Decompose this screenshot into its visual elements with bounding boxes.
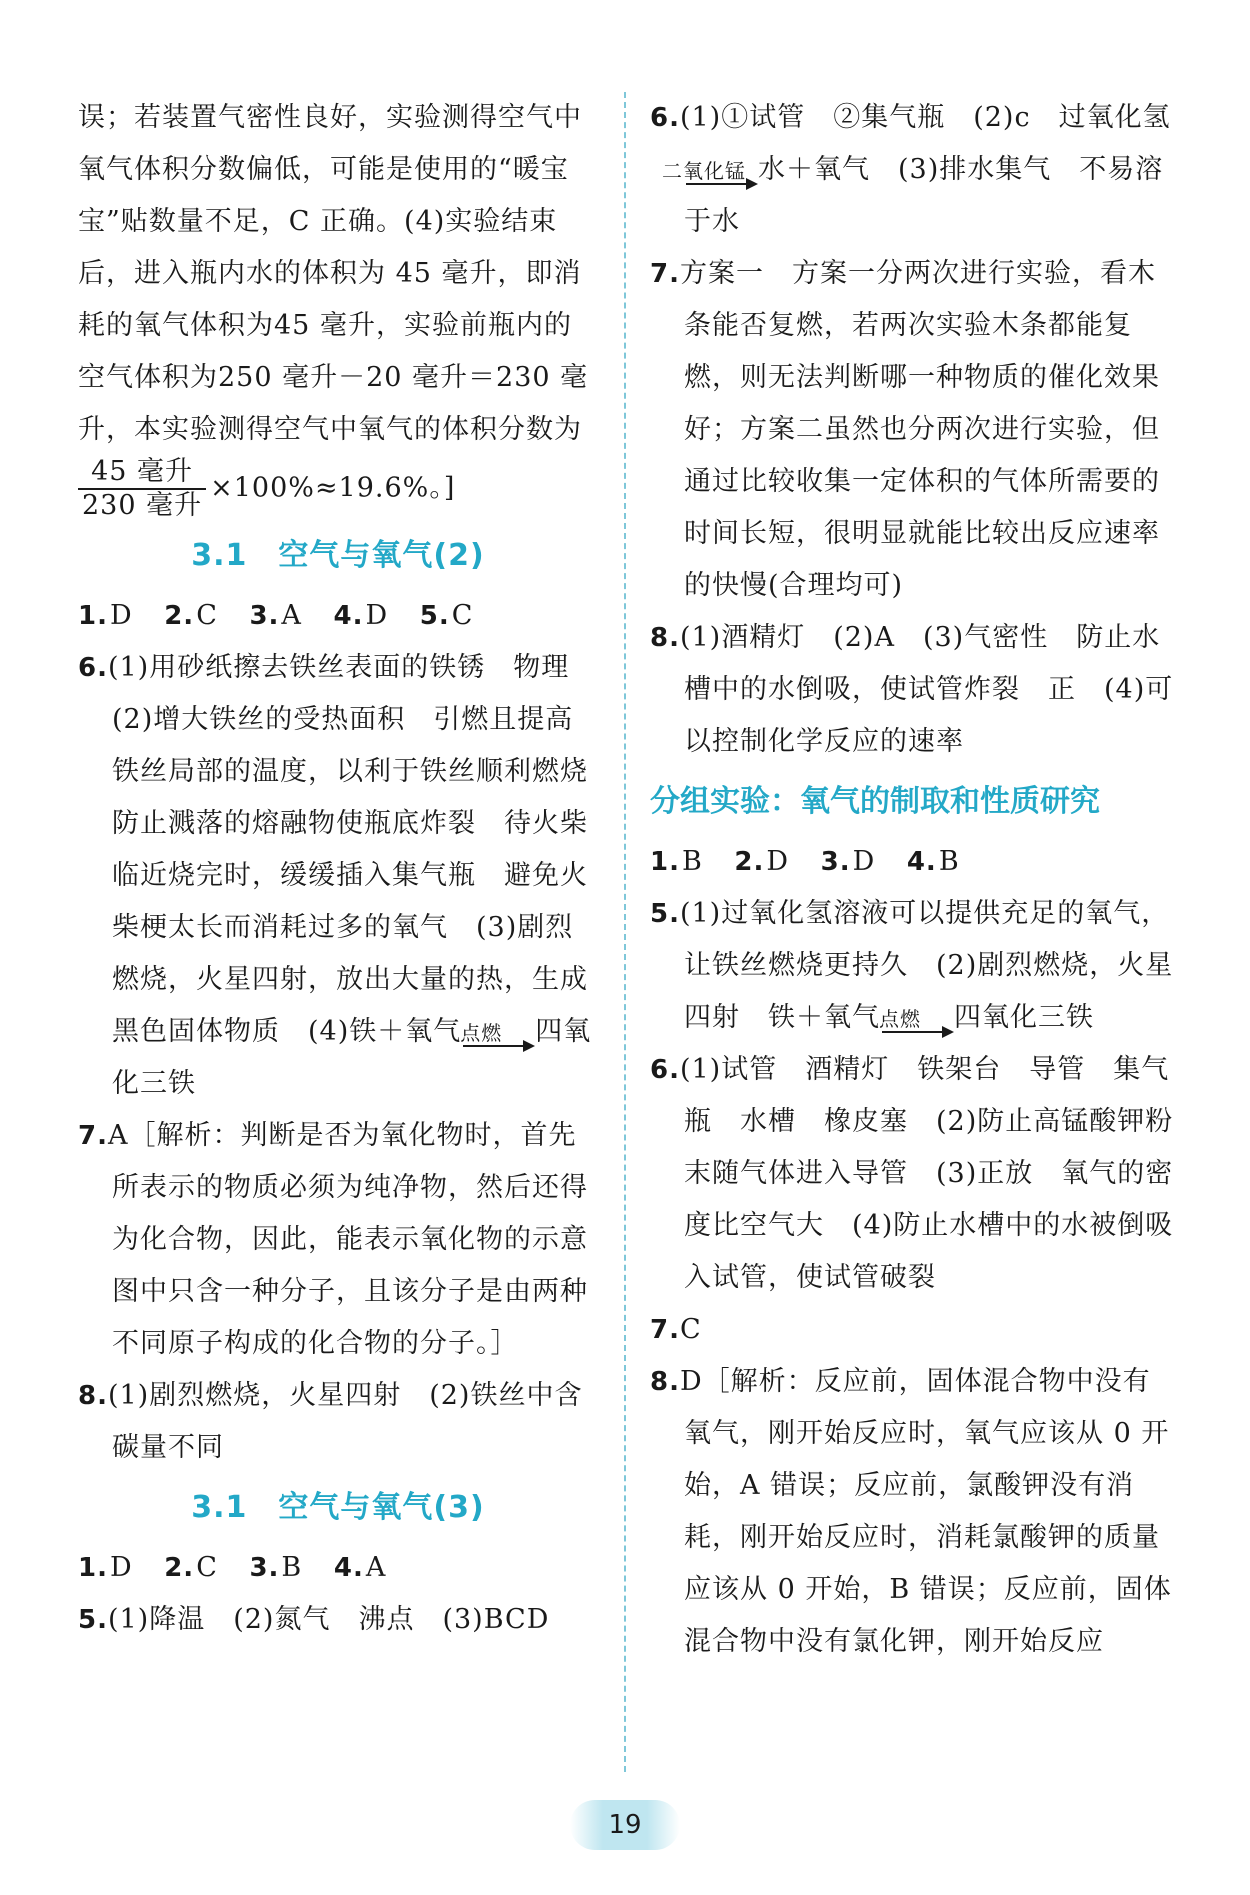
group-answer-6 <box>650 1044 1178 1304</box>
fraction-denominator: 230 毫升 <box>82 490 203 521</box>
answer-number: 6. <box>78 653 108 683</box>
answer-number: 8. <box>78 1381 108 1411</box>
answer-5 <box>78 1594 598 1646</box>
answer-text: (1)剧烈燃烧，火星四射 (2)铁丝中含碳量不同 <box>107 1380 583 1463</box>
short-answer: 1.D <box>78 600 133 631</box>
fraction-tail: ×100%≈19.6%。] <box>210 472 456 504</box>
short-answers-sec3 <box>78 1542 598 1594</box>
fraction-numerator: 45 毫升 <box>78 456 206 490</box>
column-divider <box>624 92 626 1772</box>
group-answer-5 <box>650 888 1178 1044</box>
answer-number: 6. <box>650 103 680 133</box>
short-answers-group <box>650 836 1178 888</box>
answer-text: C <box>679 1314 702 1345</box>
reaction-condition: 点燃 <box>460 1021 503 1045</box>
right-column <box>650 92 1178 1668</box>
short-answer: 2.C <box>164 600 218 631</box>
reaction-condition: 二氧化锰 <box>662 159 746 183</box>
answer-text: (1)试管 酒精灯 铁架台 导管 集气瓶 水槽 橡皮塞 (2)防止高锰酸钾粉末随气体进入导管 (3)正放 氧气的密度比空气大 (4)防止水槽中的水被倒吸入试管，使试管破裂 <box>679 1054 1174 1293</box>
answer-text: (1)酒精灯 (2)A (3)气密性 防止水槽中的水倒吸，使试管炸裂 正 (4)可以控制化学反应的速率 <box>679 622 1174 757</box>
page-number: 19 <box>570 1800 680 1850</box>
short-answer: 4.B <box>906 846 960 877</box>
answer-text: (1)①试管 ②集气瓶 (2)c 过氧化氢 <box>679 102 1171 133</box>
answer-number: 8. <box>650 1367 680 1397</box>
reaction-arrow <box>662 159 756 185</box>
reaction-arrow <box>879 1007 952 1033</box>
intro-paragraph: 误；若装置气密性良好，实验测得空气中氧气体积分数偏低，可能是使用的“暖宝宝”贴数量不足，C 正确。(4)实验结束后，进入瓶内水的体积为 45 毫升，即消耗的氧气体积为45 毫升，实验前瓶内的空气体积为250 毫升－20 毫升＝230 毫升，本实验测得空气中氧气的体积分数为 <box>78 102 589 445</box>
answer-number: 5. <box>650 899 680 929</box>
section-title-3-1-2: 3.1 空气与氧气(2) <box>191 538 485 573</box>
group-answer-8 <box>650 1356 1178 1668</box>
short-answer: 1.D <box>78 1552 133 1583</box>
answer-8 <box>78 1370 598 1474</box>
answer-7-right <box>650 248 1178 612</box>
section-title-group-experiment: 分组实验：氧气的制取和性质研究 <box>650 784 1100 819</box>
section-title-3-1-3: 3.1 空气与氧气(3) <box>191 1490 485 1525</box>
answer-8-right <box>650 612 1178 768</box>
short-answer: 3.D <box>820 846 876 877</box>
answer-number: 6. <box>650 1055 680 1085</box>
answer-number: 5. <box>78 1605 108 1635</box>
answer-7 <box>78 1110 598 1370</box>
reaction-arrow <box>460 1021 533 1047</box>
answer-text: 方案一 方案一分两次进行实验，看木条能否复燃，若两次实验木条都能复燃，则无法判断哪一种物质的催化效果好；方案二虽然也分两次进行实验，但通过比较收集一定体积的气体所需要的时间长短，很明显就能比较出反应速率的快慢(合理均可) <box>679 258 1160 601</box>
answer-text: (1)过氧化氢溶液可以提供充足的氧气，让铁丝燃烧更持久 (2)剧烈燃烧，火星四射 铁＋氧气 <box>679 898 1174 1033</box>
short-answer: 2.C <box>164 1552 218 1583</box>
answer-number: 7. <box>650 259 680 289</box>
reaction-condition: 点燃 <box>879 1007 921 1031</box>
answer-text: (1)降温 (2)氮气 沸点 (3)BCD <box>107 1604 550 1635</box>
short-answer: 3.B <box>249 1552 303 1583</box>
left-column <box>78 92 616 1646</box>
answer-tail: 水＋氧气 (3)排水集气 不易溶于水 <box>684 154 1164 237</box>
short-answers-sec2 <box>78 590 598 642</box>
short-answer: 3.A <box>249 600 302 631</box>
short-answer: 1.B <box>650 846 703 877</box>
answer-tail: 四氧化三铁 <box>112 1016 592 1099</box>
answer-text: (1)用砂纸擦去铁丝表面的铁锈 物理 (2)增大铁丝的受热面积 引燃且提高铁丝局部的温度，以利于铁丝顺利燃烧 防止溅落的熔融物使瓶底炸裂 待火柴临近烧完时，缓缓插入集气瓶 避免火柴梗太长而消耗过多的氧气 (3)剧烈燃烧，火星四射，放出大量的热，生成黑色固体物质 (4)铁＋氧气 <box>107 652 616 1047</box>
short-answer: 4.A <box>333 1552 387 1583</box>
fraction-line <box>78 456 598 522</box>
answer-text: A［解析：判断是否为氧化物时，首先所表示的物质必须为纯净物，然后还得为化合物，因此，能表示氧化物的示意图中只含一种分子，且该分子是由两种不同原子构成的化合物的分子。］ <box>107 1120 588 1359</box>
fraction <box>78 456 206 522</box>
short-answer: 5.C <box>419 600 474 631</box>
answer-number: 8. <box>650 623 680 653</box>
answer-tail: 四氧化三铁 <box>954 1002 1094 1033</box>
short-answer: 4.D <box>333 600 389 631</box>
answer-6-right <box>650 92 1178 248</box>
answer-6 <box>78 642 616 1110</box>
short-answer: 2.D <box>734 846 790 877</box>
group-answer-7 <box>650 1304 1178 1356</box>
answer-text: D［解析：反应前，固体混合物中没有氧气，刚开始反应时，氧气应该从 0 开始，A 错误；反应前，氯酸钾没有消耗，刚开始反应时，消耗氯酸钾的质量应该从 0 开始，B 错误；反应前，固体混合物中没有氯化钾，刚开始反应 <box>679 1366 1172 1657</box>
answer-number: 7. <box>78 1121 108 1151</box>
answer-number: 7. <box>650 1315 680 1345</box>
